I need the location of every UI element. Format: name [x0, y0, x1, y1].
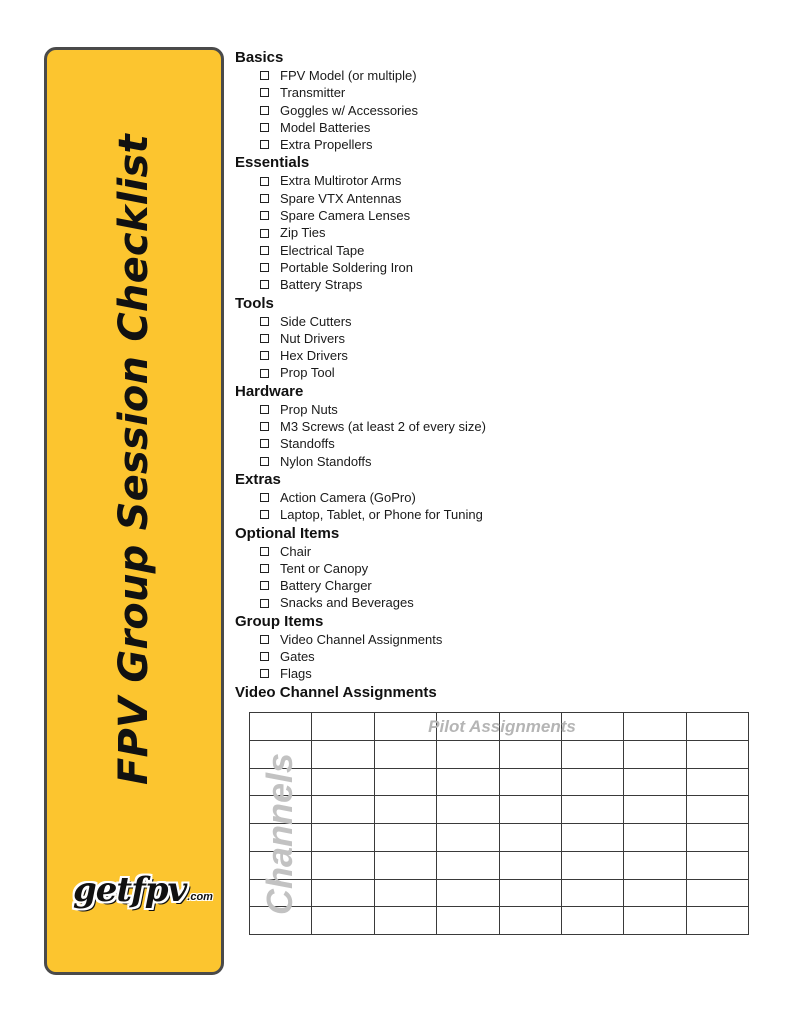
checkbox-icon[interactable]	[260, 211, 269, 220]
checklist-item-label: Spare Camera Lenses	[280, 208, 411, 224]
checklist-item-label: Video Channel Assignments	[280, 631, 443, 647]
checklist-item[interactable]	[235, 648, 775, 665]
checklist-item[interactable]	[235, 242, 775, 259]
section-heading-essentials: Essentials	[235, 154, 310, 172]
table-cell[interactable]	[437, 851, 499, 879]
checklist-item-label: Battery Straps	[280, 277, 363, 293]
table-cell[interactable]	[437, 740, 499, 768]
checklist-item-label: Standoffs	[280, 436, 335, 452]
checklist-item[interactable]	[235, 453, 775, 470]
checkbox-icon[interactable]	[260, 439, 269, 448]
table-cell[interactable]	[499, 768, 561, 796]
checkbox-icon[interactable]	[260, 652, 269, 661]
checklist-item-label: Extra Propellers	[280, 137, 373, 153]
table-cell[interactable]	[374, 907, 436, 935]
checklist-item-label: Side Cutters	[280, 313, 352, 329]
checklist-item-label: Gates	[280, 649, 315, 665]
checklist-item-label: Portable Soldering Iron	[280, 259, 413, 275]
checklist-item-label: Electrical Tape	[280, 242, 365, 258]
table-cell[interactable]	[561, 768, 623, 796]
table-cell[interactable]	[561, 740, 623, 768]
table-cell[interactable]	[624, 713, 686, 741]
checklist-item[interactable]	[235, 560, 775, 577]
checkbox-icon[interactable]	[260, 599, 269, 608]
checklist-item-label: Action Camera (GoPro)	[280, 489, 416, 505]
checkbox-icon[interactable]	[260, 493, 269, 502]
table-cell[interactable]	[250, 879, 312, 907]
checklist-item[interactable]	[235, 418, 775, 435]
checklist-item[interactable]	[235, 67, 775, 84]
checklist-item-label: Transmitter	[280, 85, 346, 101]
table-cell[interactable]	[499, 713, 561, 741]
checklist-item[interactable]	[235, 224, 775, 241]
table-cell[interactable]	[499, 907, 561, 935]
channels-label: Channels	[259, 752, 300, 916]
logo-wordmark: getfpv	[73, 870, 187, 910]
table-cell[interactable]	[686, 796, 748, 824]
checkbox-icon[interactable]	[260, 334, 269, 343]
table-cell[interactable]	[374, 713, 436, 741]
sidebar-banner	[44, 47, 224, 975]
checklist-item-label: Chair	[280, 543, 312, 559]
checklist-item[interactable]	[235, 577, 775, 594]
checkbox-icon[interactable]	[260, 635, 269, 644]
table-cell[interactable]	[561, 879, 623, 907]
checklist-item[interactable]	[235, 506, 775, 523]
section-heading-group-items: Group Items	[235, 612, 324, 630]
checkbox-icon[interactable]	[260, 564, 269, 573]
checklist-item[interactable]	[235, 489, 775, 506]
checklist-item[interactable]	[235, 119, 775, 136]
checkbox-icon[interactable]	[260, 280, 269, 289]
table-cell[interactable]	[686, 768, 748, 796]
table-row	[250, 907, 749, 935]
checklist-item-label: Battery Charger	[280, 578, 372, 594]
table-cell[interactable]	[312, 879, 374, 907]
section-heading-tools: Tools	[235, 294, 274, 312]
checklist-item[interactable]	[235, 84, 775, 101]
table-cell[interactable]	[250, 796, 312, 824]
checkbox-icon[interactable]	[260, 457, 269, 466]
checkbox-icon[interactable]	[260, 510, 269, 519]
table-cell[interactable]	[437, 907, 499, 935]
checkbox-icon[interactable]	[260, 246, 269, 255]
table-cell[interactable]	[250, 768, 312, 796]
table-cell[interactable]	[437, 879, 499, 907]
table-row	[250, 851, 749, 879]
table-row	[250, 824, 749, 852]
table-cell[interactable]	[561, 907, 623, 935]
checklist-item[interactable]	[235, 172, 775, 189]
checklist-item-label: M3 Screws (at least 2 of every size)	[280, 419, 486, 435]
checkbox-icon[interactable]	[260, 547, 269, 556]
checklist-item-label: FPV Model (or multiple)	[280, 68, 417, 83]
table-cell[interactable]	[250, 851, 312, 879]
checkbox-icon[interactable]	[260, 71, 269, 80]
table-cell[interactable]	[312, 713, 374, 741]
table-cell[interactable]	[561, 851, 623, 879]
table-cell[interactable]	[499, 879, 561, 907]
checklist-item-label: Prop Nuts	[280, 401, 338, 417]
checklist-item-label: Snacks and Beverages	[280, 595, 414, 611]
table-row	[250, 713, 749, 741]
table-cell[interactable]	[374, 740, 436, 768]
table-cell[interactable]	[561, 796, 623, 824]
checklist-item[interactable]	[235, 364, 775, 381]
checklist-item-label: Extra Multirotor Arms	[280, 173, 402, 189]
table-cell[interactable]	[312, 768, 374, 796]
checklist-item-label: Model Batteries	[280, 119, 371, 135]
section-heading-video-channel-assignments: Video Channel Assignments	[235, 683, 437, 701]
checkbox-icon[interactable]	[260, 422, 269, 431]
checkbox-icon[interactable]	[260, 317, 269, 326]
table-cell[interactable]	[624, 907, 686, 935]
table-cell[interactable]	[686, 713, 748, 741]
table-cell[interactable]	[499, 796, 561, 824]
section-heading-hardware: Hardware	[235, 382, 304, 400]
pilot-assignments-label: Pilot Assignments	[428, 717, 576, 736]
table-cell[interactable]	[499, 824, 561, 852]
channel-assignment-table	[249, 712, 749, 935]
table-cell[interactable]	[250, 907, 312, 935]
table-cell[interactable]	[312, 851, 374, 879]
table-row	[250, 768, 749, 796]
checklist-item[interactable]	[235, 435, 775, 452]
checklist-item-label: Prop Tool	[280, 365, 335, 381]
section-heading-extras: Extras	[235, 470, 281, 488]
checklist-item-label: Hex Drivers	[280, 348, 348, 364]
table-cell[interactable]	[437, 796, 499, 824]
table-cell[interactable]	[312, 740, 374, 768]
table-cell[interactable]	[437, 713, 499, 741]
checklist-item[interactable]	[235, 543, 775, 560]
checklist-item-label: Spare VTX Antennas	[280, 190, 402, 206]
table-cell[interactable]	[312, 907, 374, 935]
checklist-item[interactable]	[235, 631, 775, 648]
logo-domain-suffix: .com	[187, 891, 213, 903]
table-cell[interactable]	[437, 824, 499, 852]
checklist-item-label: Laptop, Tablet, or Phone for Tuning	[280, 507, 483, 523]
table-cell[interactable]	[624, 851, 686, 879]
checkbox-icon[interactable]	[260, 194, 269, 203]
table-row	[250, 796, 749, 824]
table-cell[interactable]	[374, 824, 436, 852]
table-cell[interactable]	[624, 824, 686, 852]
table-cell[interactable]	[686, 879, 748, 907]
checklist-content	[235, 48, 775, 702]
checklist-item[interactable]	[235, 313, 775, 330]
checklist-item[interactable]	[235, 347, 775, 364]
table-cell[interactable]	[312, 824, 374, 852]
checklist-item[interactable]	[235, 330, 775, 347]
checklist-item[interactable]	[235, 594, 775, 611]
checklist-item-label: Nut Drivers	[280, 330, 346, 346]
table-cell[interactable]	[437, 768, 499, 796]
table-cell[interactable]	[624, 796, 686, 824]
checklist-item-label: Tent or Canopy	[280, 560, 369, 576]
checkbox-icon[interactable]	[260, 581, 269, 590]
table-row	[250, 740, 749, 768]
checklist-item[interactable]	[235, 102, 775, 119]
checklist-item-label: Nylon Standoffs	[280, 453, 372, 469]
table-row	[250, 879, 749, 907]
checkbox-icon[interactable]	[260, 263, 269, 272]
table-cell[interactable]	[561, 824, 623, 852]
checklist-item-label: Goggles w/ Accessories	[280, 102, 419, 118]
checklist-item[interactable]	[235, 401, 775, 418]
checkbox-icon[interactable]	[260, 106, 269, 115]
checkbox-icon[interactable]	[260, 405, 269, 414]
section-heading-optional-items: Optional Items	[235, 524, 340, 542]
table-cell[interactable]	[374, 851, 436, 879]
checklist-item[interactable]	[235, 136, 775, 153]
section-heading-basics: Basics	[235, 49, 284, 66]
checkbox-icon[interactable]	[260, 140, 269, 149]
checklist-item-label: Zip Ties	[280, 225, 326, 241]
checkbox-icon[interactable]	[260, 177, 269, 186]
table-cell[interactable]	[499, 740, 561, 768]
table-cell[interactable]	[312, 796, 374, 824]
checklist-item-label: Flags	[280, 666, 312, 682]
channel-assignment-table-wrap	[249, 712, 749, 926]
table-cell[interactable]	[624, 740, 686, 768]
table-cell[interactable]	[250, 713, 312, 741]
checkbox-icon[interactable]	[260, 88, 269, 97]
table-cell[interactable]	[250, 740, 312, 768]
checkbox-icon[interactable]	[260, 669, 269, 678]
table-cell[interactable]	[374, 879, 436, 907]
checklist-item[interactable]	[235, 665, 775, 682]
checkbox-icon[interactable]	[260, 229, 269, 238]
table-cell[interactable]	[250, 824, 312, 852]
checklist-item[interactable]	[235, 190, 775, 207]
checklist-item[interactable]	[235, 207, 775, 224]
table-cell[interactable]	[686, 851, 748, 879]
table-cell[interactable]	[624, 879, 686, 907]
table-cell[interactable]	[624, 768, 686, 796]
checklist-item[interactable]	[235, 259, 775, 276]
table-cell[interactable]	[499, 851, 561, 879]
checkbox-icon[interactable]	[260, 123, 269, 132]
table-cell[interactable]	[561, 713, 623, 741]
checkbox-icon[interactable]	[260, 369, 269, 378]
getfpv-logo	[73, 870, 213, 910]
table-cell[interactable]	[686, 824, 748, 852]
table-cell[interactable]	[374, 768, 436, 796]
checklist-item[interactable]	[235, 276, 775, 293]
table-cell[interactable]	[374, 796, 436, 824]
table-cell[interactable]	[686, 740, 748, 768]
table-cell[interactable]	[686, 907, 748, 935]
page-title: FPV Group Session Checklist	[111, 134, 157, 785]
checkbox-icon[interactable]	[260, 351, 269, 360]
